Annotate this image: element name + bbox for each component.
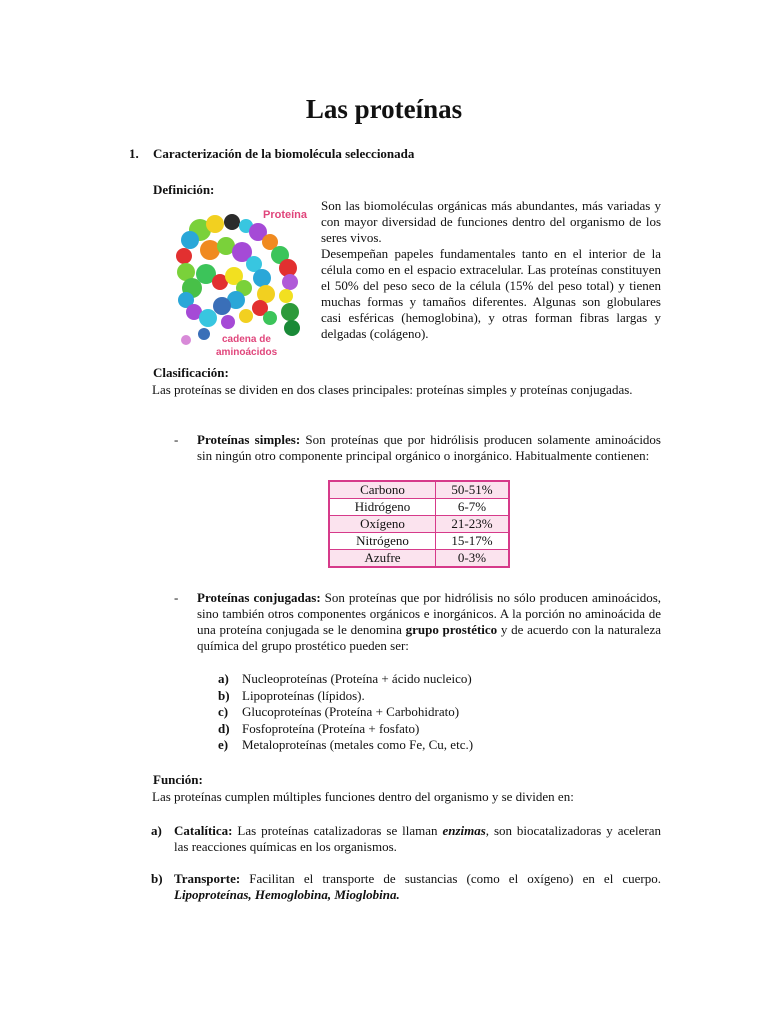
section-title: Caracterización de la biomolécula seleccionada bbox=[153, 146, 415, 161]
funcion-text-a: Facilitan el transporte de sustancias (como el oxígeno) en el cuerpo. bbox=[240, 871, 661, 886]
funcion-intro: Las proteínas cumplen múltiples funciones dentro del organismo y se dividen en: bbox=[152, 789, 574, 804]
funcion-term: Catalítica: bbox=[174, 823, 233, 838]
percent-cell: 21-23% bbox=[436, 516, 510, 533]
list-text: Fosfoproteína (Proteína + fosfato) bbox=[242, 720, 420, 736]
conjugadas-text-a: Son proteínas que por hidrólisis no sólo producen aminoácidos, sino también otros componentes orgánicos e inorgánicos. A la porción no aminoácida de una proteína conjugada se le denomina bbox=[197, 590, 661, 637]
list-item bbox=[218, 671, 473, 688]
element-cell: Nitrógeno bbox=[329, 533, 436, 550]
table-row bbox=[329, 499, 509, 516]
figure-label-bottom-2: aminoácidos bbox=[216, 347, 278, 358]
funcion-item-text bbox=[174, 823, 661, 855]
funcion-text-b: , son biocatalizadoras y aceleran las reacciones químicas en los organismos. bbox=[174, 823, 661, 854]
funcion-heading: Función: bbox=[153, 772, 203, 787]
element-cell: Hidrógeno bbox=[329, 499, 436, 516]
list-text: Glucoproteínas (Proteína + Carbohidrato) bbox=[242, 704, 460, 719]
list-text: Lipoproteínas (lípidos). bbox=[242, 687, 365, 703]
percent-cell: 6-7% bbox=[436, 499, 510, 516]
list-letter: e) bbox=[218, 737, 229, 752]
list-item bbox=[218, 721, 473, 738]
conjugadas-term: Proteínas conjugadas: bbox=[197, 590, 321, 605]
funcion-text-a: Las proteínas catalizadoras se llaman bbox=[232, 823, 443, 838]
list-letter: a) bbox=[218, 671, 229, 686]
table-row bbox=[329, 533, 509, 550]
table-row bbox=[329, 481, 509, 499]
simples-dash: - bbox=[174, 432, 179, 447]
definicion-text bbox=[321, 198, 661, 342]
simples-paragraph bbox=[197, 432, 661, 464]
clasificacion-intro: Las proteínas se dividen en dos clases principales: proteínas simples y proteínas conjugadas. bbox=[152, 382, 633, 397]
conjugadas-paragraph bbox=[197, 590, 661, 654]
conjugadas-list bbox=[218, 671, 473, 754]
figure-label-top: Proteína bbox=[263, 209, 308, 221]
list-letter: c) bbox=[218, 704, 229, 719]
figure-label-bottom-1: cadena de bbox=[222, 334, 271, 345]
grupo-prostetico-term: grupo prostético bbox=[405, 622, 498, 637]
element-cell: Azufre bbox=[329, 550, 436, 568]
protein-illustration bbox=[170, 200, 310, 360]
definicion-heading: Definición: bbox=[153, 182, 215, 197]
list-item bbox=[218, 737, 473, 754]
section-number: 1. bbox=[129, 146, 139, 161]
list-item bbox=[218, 688, 473, 705]
funcion-item-text bbox=[174, 871, 661, 903]
transport-proteins: Lipoproteínas, Hemoglobina, Mioglobina. bbox=[174, 887, 400, 902]
list-letter: a) bbox=[151, 823, 162, 838]
percent-cell: 50-51% bbox=[436, 481, 510, 499]
element-cell: Oxígeno bbox=[329, 516, 436, 533]
conjugadas-dash: - bbox=[174, 590, 179, 605]
amino-acid-chain bbox=[176, 214, 300, 345]
enzimas-term: enzimas bbox=[442, 823, 486, 838]
percent-cell: 15-17% bbox=[436, 533, 510, 550]
definicion-paragraph-2: Desempeñan papeles fundamentales tanto en el interior de la célula como en el espacio extracelular. Las proteínas constituyen el 50% del peso seco de la célula (15% del peso total) y tienen muchas formas y tamaños diferentes. Algunas son globulares casi esféricas (hemoglobina), y otras forman fibras largas y delgadas (colágeno). bbox=[321, 246, 661, 341]
list-text: Nucleoproteínas (Proteína + ácido nucleico) bbox=[242, 671, 472, 686]
element-composition-table bbox=[328, 480, 510, 568]
simples-term: Proteínas simples: bbox=[197, 432, 301, 447]
conjugadas-text-b: y de acuerdo con la naturaleza química del grupo prostético pueden ser: bbox=[197, 622, 661, 653]
page-title: Las proteínas bbox=[305, 94, 463, 124]
clasificacion-heading: Clasificación: bbox=[153, 365, 229, 380]
element-cell: Carbono bbox=[329, 481, 436, 499]
percent-cell: 0-3% bbox=[436, 550, 510, 568]
list-text: Metaloproteínas (metales como Fe, Cu, etc.) bbox=[242, 737, 474, 752]
table-row bbox=[329, 516, 509, 533]
list-letter: b) bbox=[218, 687, 230, 703]
definicion-paragraph-1: Son las biomoléculas orgánicas más abundantes, más variadas y con mayor diversidad de funciones dentro del organismo de los seres vivos. bbox=[321, 198, 661, 245]
list-letter: b) bbox=[151, 871, 163, 886]
table-row bbox=[329, 550, 509, 568]
section-heading bbox=[129, 146, 414, 162]
funcion-term: Transporte: bbox=[174, 871, 241, 886]
list-item bbox=[218, 704, 473, 721]
list-letter: d) bbox=[218, 720, 230, 736]
simples-text: Son proteínas que por hidrólisis producen solamente aminoácidos sin ningún otro componente principal orgánico o inorgánico. Habitualmente contienen: bbox=[197, 432, 661, 463]
